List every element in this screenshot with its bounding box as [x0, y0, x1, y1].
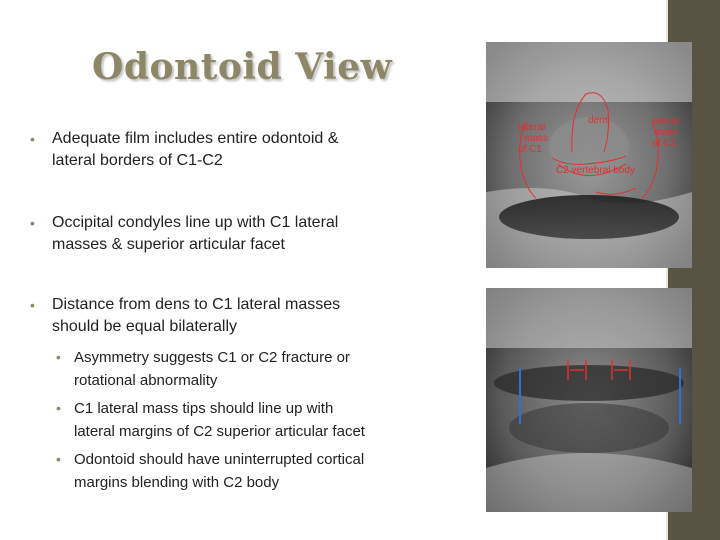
sub-bullet-item: • C1 lateral mass tips should line up with lateral margins of C2 superior articular facet	[56, 397, 365, 443]
label-lateral-mass-right-1: lateral	[652, 116, 680, 127]
slide-title: Odontoid View	[92, 46, 393, 88]
bullet-dot-icon: •	[56, 451, 61, 467]
label-lateral-mass-left-3: of C1	[518, 144, 542, 155]
xray-measurement-image	[486, 288, 692, 512]
label-dens: dens	[588, 115, 610, 126]
bullet-item: • Occipital condyles line up with C1 lateral masses & superior articular facet	[30, 214, 339, 253]
label-lateral-mass-left-2: mass	[524, 133, 548, 144]
bullet-dot-icon: •	[30, 297, 35, 313]
bullet-item: • Distance from dens to C1 lateral masses should be equal bilaterally	[30, 296, 341, 335]
bullet-item: • Adequate film includes entire odontoid & lateral borders of C1-C2	[30, 130, 339, 169]
bullet-dot-icon: •	[56, 349, 61, 365]
label-lateral-mass-right-3: of C1	[652, 138, 676, 149]
bullet-dot-icon: •	[30, 215, 35, 231]
label-c2-body: C2 vertebral body	[556, 165, 635, 176]
label-lateral-mass-left-1: lateral	[518, 122, 546, 133]
bullet-dot-icon: •	[56, 400, 61, 416]
bullet-dot-icon: •	[30, 131, 35, 147]
label-lateral-mass-right-2: mass	[654, 127, 678, 138]
xray-annotated-image	[486, 42, 692, 268]
sub-bullet-item: • Asymmetry suggests C1 or C2 fracture or rotational abnormality	[56, 346, 350, 392]
sub-bullet-item: • Odontoid should have uninterrupted cortical margins blending with C2 body	[56, 448, 364, 494]
